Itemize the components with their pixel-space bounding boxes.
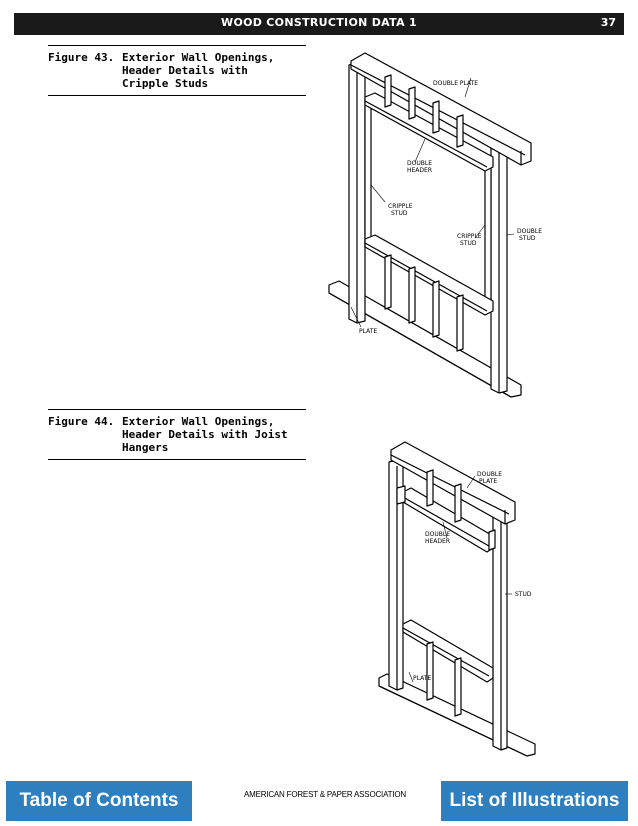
fig44-label-double-plate-1: DOUBLE xyxy=(477,471,502,478)
figure-44-caption-line-1: Exterior Wall Openings, xyxy=(122,415,275,428)
fig44-label-plate: PLATE xyxy=(413,675,432,682)
page-number: 37 xyxy=(600,16,616,29)
fig43-label-cripple-stud-left-1: CRIPPLE xyxy=(388,203,413,210)
fig43-label-cripple-stud-left-2: STUD xyxy=(391,210,408,217)
figure-43-drawing xyxy=(325,45,545,400)
fig43-label-cripple-stud-right-2: STUD xyxy=(460,240,477,247)
header-title: WOOD CONSTRUCTION DATA 1 xyxy=(221,16,417,29)
figure-43-number: Figure 43. xyxy=(48,51,115,64)
figure-43-caption-line-2: Header Details with xyxy=(122,64,248,77)
fig44-label-double-header-1: DOUBLE xyxy=(425,531,450,538)
fig43-label-plate: PLATE xyxy=(359,328,378,335)
fig43-label-cripple-stud-right-1: CRIPPLE xyxy=(457,233,482,240)
figure-43-caption-line-1: Exterior Wall Openings, xyxy=(122,51,275,64)
fig43-label-double-header-1: DOUBLE xyxy=(407,160,432,167)
page-header-bar xyxy=(14,13,624,35)
fig43-label-double-stud-1: DOUBLE xyxy=(517,228,542,235)
table-of-contents-button[interactable]: Table of Contents xyxy=(6,781,192,821)
figure-43-caption-line-3: Cripple Studs xyxy=(122,77,209,90)
list-of-illustrations-button[interactable]: List of Illustrations xyxy=(441,781,628,821)
figure-44-drawing xyxy=(375,432,545,770)
fig43-label-double-plate: DOUBLE PLATE xyxy=(433,80,479,87)
figure-44-caption-line-3: Hangers xyxy=(122,441,169,454)
figure-44-caption xyxy=(48,409,306,460)
figure-43-caption xyxy=(48,45,306,96)
figure-44-number: Figure 44. xyxy=(48,415,115,428)
fig44-label-double-plate-2: PLATE xyxy=(479,478,498,485)
association-footer: AMERICAN FOREST & PAPER ASSOCIATION xyxy=(244,790,406,799)
fig44-label-stud: STUD xyxy=(515,591,532,598)
fig44-label-double-header-2: HEADER xyxy=(425,538,450,545)
fig43-label-double-header-2: HEADER xyxy=(407,167,432,174)
figure-44-caption-line-2: Header Details with Joist xyxy=(122,428,288,441)
fig43-label-double-stud-2: STUD xyxy=(519,235,536,242)
